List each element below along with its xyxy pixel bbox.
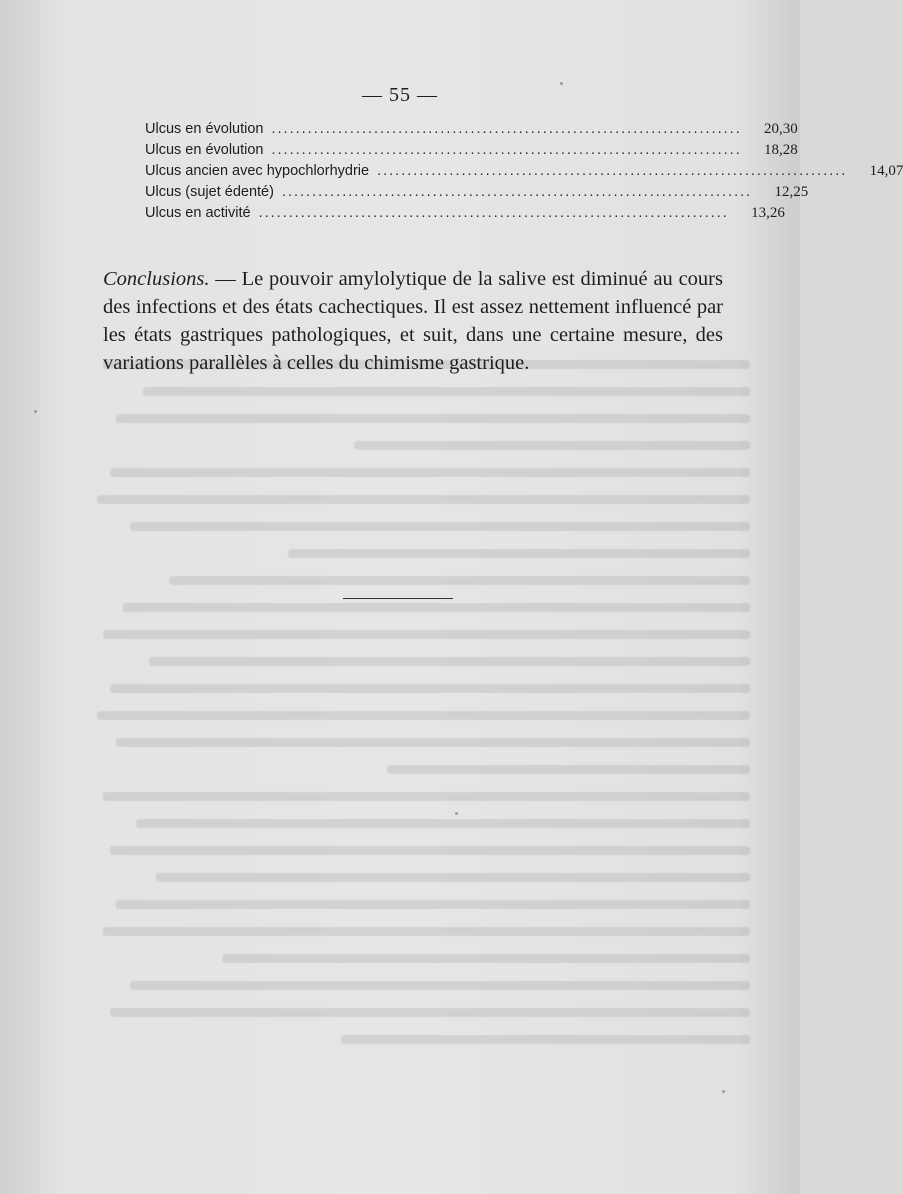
- row-label: Ulcus (sujet édenté): [145, 184, 274, 200]
- conclusion-heading: Conclusions.: [103, 267, 210, 290]
- table-row: [145, 184, 809, 205]
- page-number: — 55 —: [362, 84, 438, 106]
- row-value: 14,07: [869, 163, 903, 179]
- conclusion-paragraph: [103, 265, 723, 377]
- dot-leader: ..............................................................................: [271, 142, 742, 158]
- paper-speck: [560, 82, 563, 85]
- conclusion-text: — Le pouvoir amylolytique de la salive est diminué au cours des infections et des états cachectiques. Il est assez nettement influencé par les états gastriques pathologiques, et suit, dans une certaine mesure, des variations parallèles à celles du chimisme gastrique.: [103, 267, 723, 374]
- paper-speck: [722, 1090, 725, 1093]
- table-row: [145, 205, 785, 226]
- row-value: 12,25: [774, 184, 809, 200]
- table-row: [145, 142, 798, 163]
- dot-leader: ..............................................................................: [271, 121, 742, 137]
- row-label: Ulcus en évolution: [145, 142, 264, 158]
- row-label: Ulcus en évolution: [145, 121, 264, 137]
- table-row: [145, 163, 903, 184]
- dot-leader: ..............................................................................: [258, 205, 729, 221]
- row-value: 20,30: [763, 121, 798, 137]
- dot-leader: ..............................................................................: [281, 184, 753, 200]
- paper-speck: [34, 410, 37, 413]
- row-value: 13,26: [751, 205, 785, 221]
- bleed-through-text: [90, 360, 750, 1140]
- row-label: Ulcus ancien avec hypochlorhydrie: [145, 163, 370, 179]
- results-table: [145, 121, 903, 226]
- paper-speck: [455, 812, 458, 815]
- row-value: 18,28: [763, 142, 798, 158]
- table-row: [145, 121, 798, 142]
- row-label: Ulcus en activité: [145, 205, 251, 221]
- dot-leader: ..............................................................................: [377, 163, 848, 179]
- section-divider: [343, 598, 453, 599]
